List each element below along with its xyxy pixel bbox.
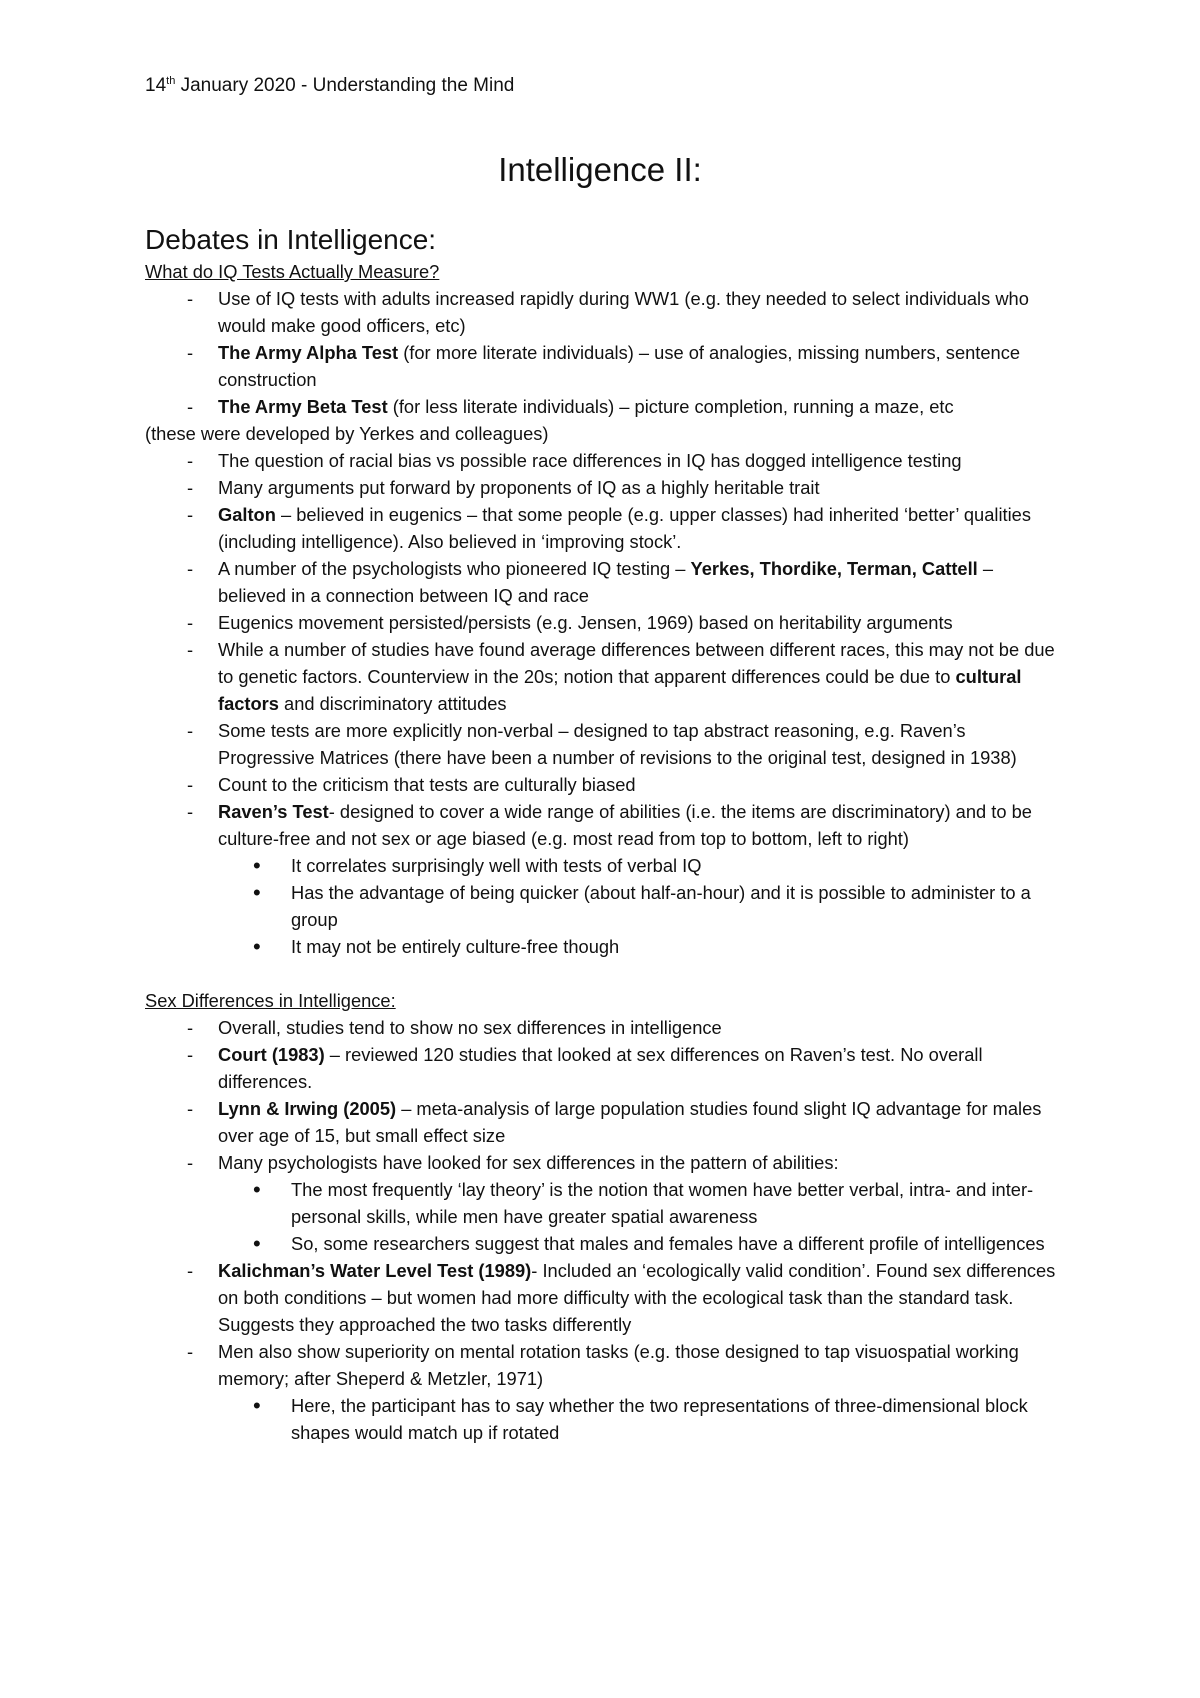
list-item: - Eugenics movement persisted/persists (e.g. Jensen, 1969) based on heritability arguments [145,609,1065,636]
header-rest: January 2020 - Understanding the Mind [175,75,515,96]
list-item: - While a number of studies have found average differences between different races, this may not be due to genetic factors. Counterview in the 20s; notion that apparent differences could be due to cultural factors and discriminatory attitudes [145,636,1065,717]
dash-list [145,1014,1065,1176]
bullet-list [145,1392,1065,1446]
dash-list [145,285,1065,420]
list-item: - Many arguments put forward by proponents of IQ as a highly heritable trait [145,474,1065,501]
bullet-item: • So, some researchers suggest that males and females have a different profile of intelligences [145,1230,1065,1257]
list-item: - Court (1983) – reviewed 120 studies that looked at sex differences on Raven’s test. No overall differences. [145,1041,1065,1095]
header-ordinal: th [166,75,176,87]
list-item: - Use of IQ tests with adults increased rapidly during WW1 (e.g. they needed to select individuals who would make good officers, etc) [145,285,1065,339]
bullet-item: • Here, the participant has to say whether the two representations of three-dimensional block shapes would match up if rotated [145,1392,1065,1446]
continuation-text: (these were developed by Yerkes and colleagues) [145,423,549,444]
list-item: - Overall, studies tend to show no sex differences in intelligence [145,1014,1065,1041]
spacer [145,960,1065,987]
bullet-item: • Has the advantage of being quicker (about half-an-hour) and it is possible to administer to a group [145,879,1065,933]
list-item: - The question of racial bias vs possible race differences in IQ has dogged intelligence testing [145,447,1065,474]
page-header [145,74,514,98]
list-item: - Men also show superiority on mental rotation tasks (e.g. those designed to tap visuospatial working memory; after Sheperd & Metzler, 1971) [145,1338,1065,1392]
document-body [145,222,1065,1446]
list-item: - Count to the criticism that tests are culturally biased [145,771,1065,798]
bullet-item: • The most frequently ‘lay theory’ is the notion that women have better verbal, intra- and inter-personal skills, while men have greater spatial awareness [145,1176,1065,1230]
list-item: - Lynn & Irwing (2005) – meta-analysis of large population studies found slight IQ advantage for males over age of 15, but small effect size [145,1095,1065,1149]
list-item: - Many psychologists have looked for sex differences in the pattern of abilities: [145,1149,1065,1176]
list-item: - A number of the psychologists who pioneered IQ testing – Yerkes, Thordike, Terman, Cattell – believed in a connection between IQ and race [145,555,1065,609]
bullet-item: • It may not be entirely culture-free though [145,933,1065,960]
list-item: - The Army Beta Test (for less literate individuals) – picture completion, running a maze, etc [145,393,1065,420]
page-title: Intelligence II: [498,151,702,188]
bullet-list [145,1176,1065,1257]
list-item: - Kalichman’s Water Level Test (1989)- Included an ‘ecologically valid condition’. Found sex differences on both conditions – but women had more difficulty with the ecological task than the standard task. Suggests they approached the two tasks differently [145,1257,1065,1338]
bullet-item: • It correlates surprisingly well with tests of verbal IQ [145,852,1065,879]
dash-list [145,1257,1065,1392]
dash-list [145,447,1065,852]
subheading-sex-differences: Sex Differences in Intelligence: [145,990,396,1011]
section-heading: Debates in Intelligence: [145,224,437,255]
subheading-iq-tests: What do IQ Tests Actually Measure? [145,261,440,282]
list-item: - Some tests are more explicitly non-verbal – designed to tap abstract reasoning, e.g. Raven’s Progressive Matrices (there have been a number of revisions to the original test, designed in 1938) [145,717,1065,771]
bullet-list [145,852,1065,960]
list-item: - The Army Alpha Test (for more literate individuals) – use of analogies, missing numbers, sentence construction [145,339,1065,393]
list-item: - Galton – believed in eugenics – that some people (e.g. upper classes) had inherited ‘better’ qualities (including intelligence). Also believed in ‘improving stock’. [145,501,1065,555]
header-day: 14 [145,75,167,96]
list-item: - Raven’s Test- designed to cover a wide range of abilities (i.e. the items are discriminatory) and to be culture-free and not sex or age biased (e.g. most read from top to bottom, left to right) [145,798,1065,852]
